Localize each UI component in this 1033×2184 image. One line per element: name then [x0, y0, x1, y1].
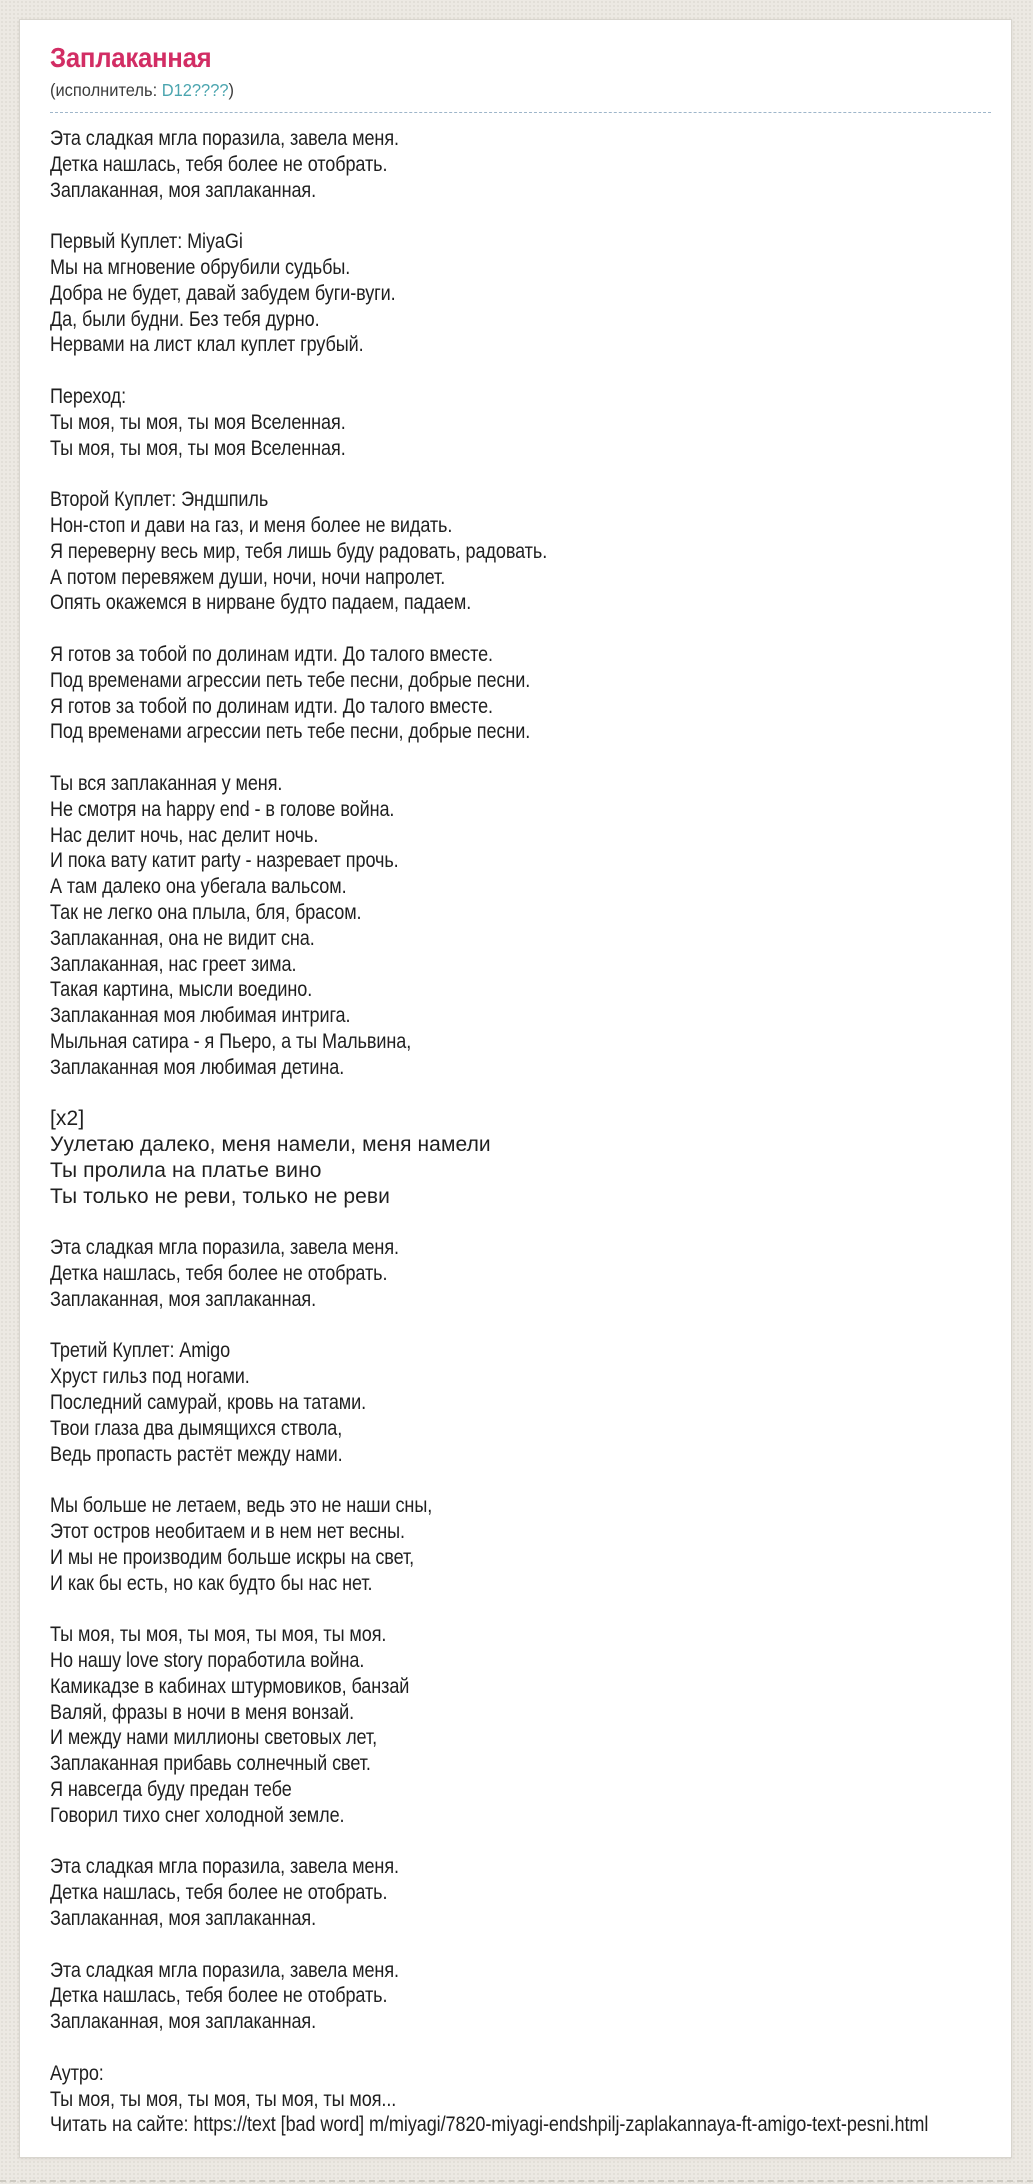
song-title-text: Заплаканная — [50, 42, 212, 73]
page-bottom-dashed-border — [0, 2180, 1033, 2182]
lyric-line: А потом перевяжем души, ночи, ночи напролет. — [50, 565, 446, 589]
artist-suffix: ) — [228, 80, 234, 100]
lyric-line: Детка нашлась, тебя более не отобрать. — [50, 1881, 388, 1905]
lyric-line: Ты только не реви, только не реви — [50, 1184, 390, 1208]
lyric-line: Эта сладкая мгла поразила, завела меня. — [50, 1958, 399, 1982]
lyric-line: Детка нашлась, тебя более не отобрать. — [50, 1262, 388, 1286]
artist-label: (исполнитель: — [50, 80, 162, 100]
lyric-stanza — [50, 1622, 991, 1828]
lyric-line: Добра не будет, давай забудем буги-вуги. — [50, 281, 396, 305]
lyric-line: Первый Куплет: MiyaGi — [50, 230, 243, 254]
lyric-stanza — [50, 126, 991, 203]
lyric-stanza — [50, 1958, 991, 2035]
lyric-line: Нон-стоп и дави на газ, и меня более не видать. — [50, 513, 453, 537]
lyric-line: Мыльная сатира - я Пьеро, а ты Мальвина, — [50, 1029, 412, 1053]
lyric-line: Ведь пропасть растёт между нами. — [50, 1442, 343, 1466]
lyric-stanza — [50, 771, 991, 1081]
lyric-line: Уулетаю далеко, меня намели, меня намели — [50, 1133, 491, 1157]
lyric-line: И пока вату катит party - назревает прочь. — [50, 849, 399, 873]
lyric-line: Заплаканная, моя заплаканная. — [50, 2010, 317, 2034]
lyric-stanza — [50, 487, 991, 616]
lyric-line: Этот остров необитаем и в нем нет весны. — [50, 1520, 405, 1544]
lyric-line: Нервами на лист клал куплет грубый. — [50, 333, 364, 357]
lyric-line: Аутро: — [50, 2061, 104, 2085]
artist-line — [50, 80, 991, 113]
lyric-line: Нас делит ночь, нас делит ночь. — [50, 823, 319, 847]
lyric-stanza — [50, 1493, 991, 1596]
lyric-line: Ты моя, ты моя, ты моя Вселенная. — [50, 410, 346, 434]
lyric-line: Такая картина, мысли воедино. — [50, 978, 313, 1002]
lyric-line: Твои глаза два дымящихся ствола, — [50, 1416, 343, 1440]
lyric-line: Детка нашлась, тебя более не отобрать. — [50, 1984, 388, 2008]
lyric-line: Я навсегда буду предан тебе — [50, 1778, 292, 1801]
lyric-line: Заплаканная, моя заплаканная. — [50, 1906, 317, 1930]
lyric-stanza — [50, 2061, 991, 2113]
lyric-line: Переход: — [50, 384, 127, 408]
page-title — [50, 42, 991, 74]
footer-note-wrap — [50, 2112, 991, 2138]
lyric-line: Детка нашлась, тебя более не отобрать. — [50, 152, 388, 176]
lyric-line: И между нами миллионы световых лет, — [50, 1726, 378, 1750]
lyric-line: И мы не производим больше искры на свет, — [50, 1545, 415, 1569]
lyric-line: Так не легко она плыла, бля, брасом. — [50, 900, 362, 924]
content-card — [19, 19, 1012, 2158]
lyric-stanza — [50, 384, 991, 461]
lyric-line: Заплаканная, моя заплаканная. — [50, 178, 317, 202]
lyric-line: Последний самурай, кровь на татами. — [50, 1391, 367, 1415]
lyric-line: Я готов за тобой по долинам идти. До талого вместе. — [50, 642, 493, 666]
lyric-line: Мы на мгновение обрубили судьбы. — [50, 255, 351, 279]
footer-note-line — [50, 2112, 991, 2138]
lyric-line: Мы больше не летаем, ведь это не наши сны, — [50, 1494, 433, 1518]
lyric-line: Заплаканная, нас греет зима. — [50, 952, 297, 976]
lyric-line: Ты моя, ты моя, ты моя Вселенная. — [50, 436, 346, 460]
lyric-line: Ты моя, ты моя, ты моя, ты моя, ты моя. — [50, 1623, 387, 1647]
lyric-line: Камикадзе в кабинах штурмовиков, банзай — [50, 1674, 410, 1698]
lyric-line: Под временами агрессии петь тебе песни, добрые песни. — [50, 668, 531, 692]
lyric-line: Второй Куплет: Эндшпиль — [50, 488, 269, 512]
lyric-line: Третий Куплет: Amigo — [50, 1339, 231, 1363]
lyric-line: Я готов за тобой по долинам идти. До талого вместе. — [50, 694, 493, 718]
lyric-line: Заплаканная моя любимая детина. — [50, 1055, 345, 1079]
footer-note-text: Читать на сайте: https://text [bad word] m/miyagi/7820-miyagi-endshpilj-zaplakannaya-ft-amigo-text-pesni.html — [50, 2113, 929, 2137]
lyric-line: Я переверну весь мир, тебя лишь буду радовать, радовать. — [50, 539, 548, 563]
lyric-line: Не смотря на happy end - в голове война. — [50, 797, 395, 821]
lyric-line: Заплаканная, моя заплаканная. — [50, 1287, 317, 1311]
lyric-line: Под временами агрессии петь тебе песни, добрые песни. — [50, 720, 531, 744]
artist-link[interactable]: D12???? — [161, 80, 229, 100]
lyric-line: А там далеко она убегала вальсом. — [50, 875, 347, 899]
lyric-stanza — [50, 1106, 991, 1209]
lyric-line: Валяй, фразы в ночи в меня вонзай. — [50, 1700, 355, 1724]
lyric-stanza — [50, 1338, 991, 1467]
lyric-line: Заплаканная моя любимая интрига. — [50, 1004, 351, 1028]
lyric-line: [x2] — [50, 1107, 85, 1131]
lyric-line: Эта сладкая мгла поразила, завела меня. — [50, 1236, 399, 1260]
lyric-line: Ты вся заплаканная у меня. — [50, 771, 283, 795]
lyric-line: Но нашу love story поработила война. — [50, 1649, 365, 1673]
lyric-line: Хруст гильз под ногами. — [50, 1365, 250, 1389]
lyric-line: Ты моя, ты моя, ты моя, ты моя, ты моя... — [50, 2087, 397, 2111]
lyric-line: Да, были будни. Без тебя дурно. — [50, 307, 320, 331]
lyrics-text — [50, 126, 991, 2112]
lyric-line: Заплаканная прибавь солнечный свет. — [50, 1752, 371, 1776]
lyric-stanza — [50, 642, 991, 745]
lyric-line: Говорил тихо снег холодной земле. — [50, 1803, 345, 1827]
lyric-stanza — [50, 1854, 991, 1931]
lyric-stanza — [50, 1235, 991, 1312]
lyric-line: Эта сладкая мгла поразила, завела меня. — [50, 127, 399, 150]
lyric-line: Заплаканная, она не видит сна. — [50, 926, 315, 950]
lyric-line: Опять окажемся в нирване будто падаем, падаем. — [50, 591, 472, 615]
lyric-line: И как бы есть, но как будто бы нас нет. — [50, 1571, 373, 1595]
lyric-line: Ты пролила на платье вино — [50, 1158, 322, 1182]
lyric-stanza — [50, 229, 991, 358]
lyric-line: Эта сладкая мгла поразила, завела меня. — [50, 1855, 399, 1879]
